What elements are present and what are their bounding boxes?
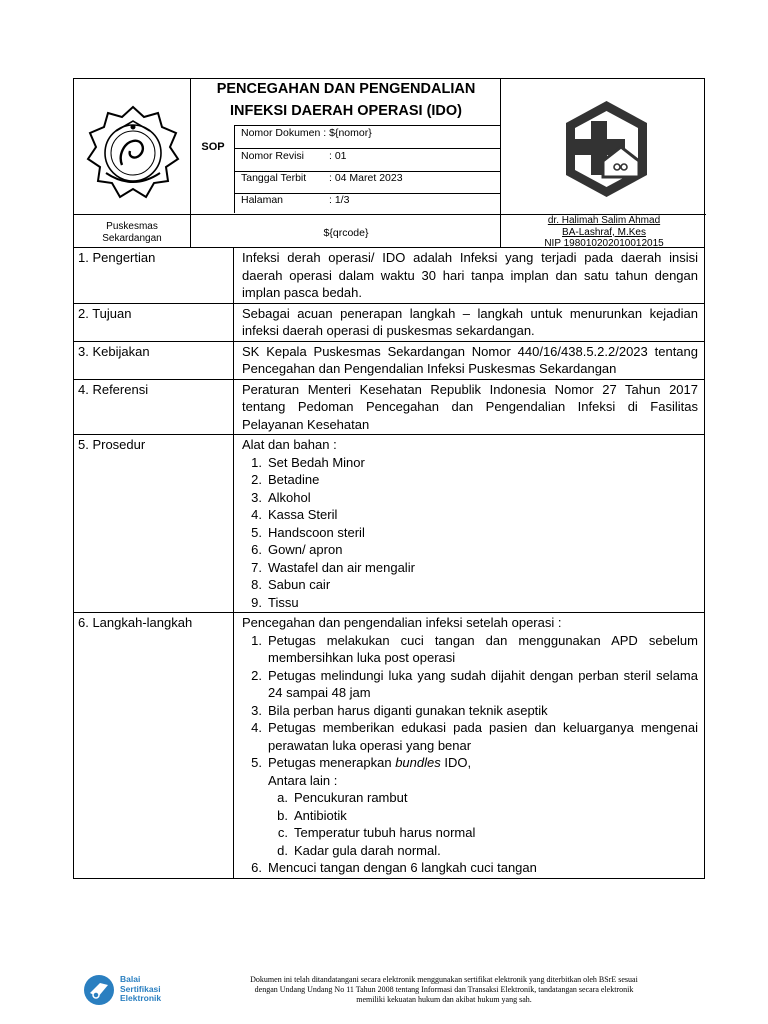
list-item: 2. Betadine	[251, 472, 320, 487]
list-item: 4. Kassa Steril	[251, 507, 338, 522]
signer-name: dr. Halimah Salim Ahmad	[547, 215, 661, 226]
bsre-logo	[82, 973, 202, 1007]
section-label: 5. Prosedur	[74, 435, 234, 612]
list-item: 6. Mencuci tangan dengan 6 langkah cuci tangan	[251, 860, 537, 875]
section-label: 1. Pengertian	[74, 248, 234, 303]
section-label: 3. Kebijakan	[74, 342, 234, 379]
list-item: 8. Sabun cair	[251, 577, 331, 592]
section-pengertian	[74, 248, 704, 304]
list-item: 3. Alkohol	[251, 489, 311, 505]
section-label: 2. Tujuan	[74, 304, 234, 341]
list-item: 9. Tissu	[251, 594, 299, 610]
section-content: Sebagai acuan penerapan langkah – langkah untuk menurunkan kejadian infeksi daerah operasi di puskesmas sekardangan.	[242, 305, 698, 338]
list-intro: Pencegahan dan pengendalian infeksi setelah operasi :	[242, 615, 562, 630]
sub-list-intro: Antara lain :	[268, 772, 338, 788]
electronic-signature-notice: Dokumen ini telah ditandatangani secara elektronik menggunakan sertifikat elektronik yang diterbitkan oleh BSrE sesuai dengan Undang Undang No 11 Tahun 2008 tentang Informasi dan Transaksi Elektronik, tandatangan secara elektronik memiliki kekuatan hukum dan akibat hukum yang sah.	[250, 975, 638, 1004]
regency-emblem-icon	[82, 103, 184, 203]
meta-tanggal-terbit: Tanggal Terbit : 04 Maret 2023	[241, 172, 403, 184]
bsre-emblem-icon	[82, 973, 116, 1007]
section-tujuan	[74, 304, 704, 342]
section-kebijakan	[74, 342, 704, 380]
list-item: 4. Petugas memberikan edukasi pada pasien dan keluarganya mengenai perawatan luka operasi yang benar	[251, 720, 698, 753]
list-item: 7. Wastafel dan air mengalir	[251, 559, 415, 575]
signer-block	[502, 215, 706, 250]
sop-label: SOP	[201, 141, 225, 153]
sop-document	[73, 78, 705, 879]
sub-list	[242, 772, 698, 860]
section-content	[234, 435, 704, 612]
list-item: 1. Set Bedah Minor	[251, 454, 365, 470]
qrcode-placeholder: ${qrcode}	[323, 227, 369, 239]
meta-halaman: Halaman : 1/3	[241, 194, 350, 206]
section-langkah	[74, 613, 704, 878]
list-item: 2. Petugas melindungi luka yang sudah dijahit dengan perban steril selama 24 sampai 48 jam	[251, 667, 698, 700]
section-referensi	[74, 380, 704, 436]
document-title: PENCEGAHAN DAN PENGENDALIAN INFEKSI DAERAH OPERASI (IDO)	[216, 81, 476, 119]
signer-title: BA-Lashraf, M.Kes	[562, 226, 646, 238]
organization-name: Puskesmas Sekardangan	[102, 221, 162, 244]
section-content	[234, 613, 704, 878]
list-item: 5. Petugas menerapkan bundles IDO,	[251, 755, 472, 770]
list-item: 3. Bila perban harus diganti gunakan teknik aseptik	[251, 702, 548, 718]
sop-body	[73, 248, 705, 879]
section-content: Infeksi derah operasi/ IDO adalah Infeksi yang terjadi pada daerah insisi daerah operasi dalam waktu 30 hari tanpa implan dan satu tahun dengan implan pasca bedah.	[242, 250, 698, 300]
section-content: Peraturan Menteri Kesehatan Republik Indonesia Nomor 27 Tahun 2017 tentang Pedoman Pencegahan dan Pengendalian Infeksi di Fasilitas Pelayanan Kesehatan	[242, 381, 698, 432]
puskesmas-logo-icon	[559, 99, 654, 199]
section-content: SK Kepala Puskesmas Sekardangan Nomor 440/16/438.5.2.2/2023 tentang Pencegahan dan Pengendalian Infeksi Puskesmas Sekardangan	[242, 343, 698, 376]
signer-nip: NIP 198010202010012015	[544, 238, 664, 249]
list-item: 5. Handscoon steril	[251, 524, 365, 540]
sub-list-item: b. Antibiotik	[277, 807, 347, 823]
section-label: 6. Langkah-langkah	[74, 613, 234, 878]
bsre-logo-text: Balai Sertifikasi Elektronik	[120, 974, 162, 1003]
list-item: 6. Gown/ apron	[251, 542, 343, 557]
sop-header	[73, 78, 705, 248]
sub-list-item: a. Pencukuran rambut	[277, 790, 408, 805]
section-label: 4. Referensi	[74, 380, 234, 435]
sub-list-item: c. Temperatur tubuh harus normal	[277, 825, 476, 840]
meta-nomor-revisi: Nomor Revisi : 01	[241, 150, 347, 162]
section-prosedur	[74, 435, 704, 613]
meta-nomor-dokumen: Nomor Dokumen : ${nomor}	[241, 127, 372, 139]
sub-list-item: d. Kadar gula darah normal.	[277, 842, 441, 858]
list-item: 1. Petugas melakukan cuci tangan dan menggunakan APD sebelum membersihkan luka post operasi	[251, 632, 698, 665]
list-intro: Alat dan bahan :	[242, 437, 337, 452]
